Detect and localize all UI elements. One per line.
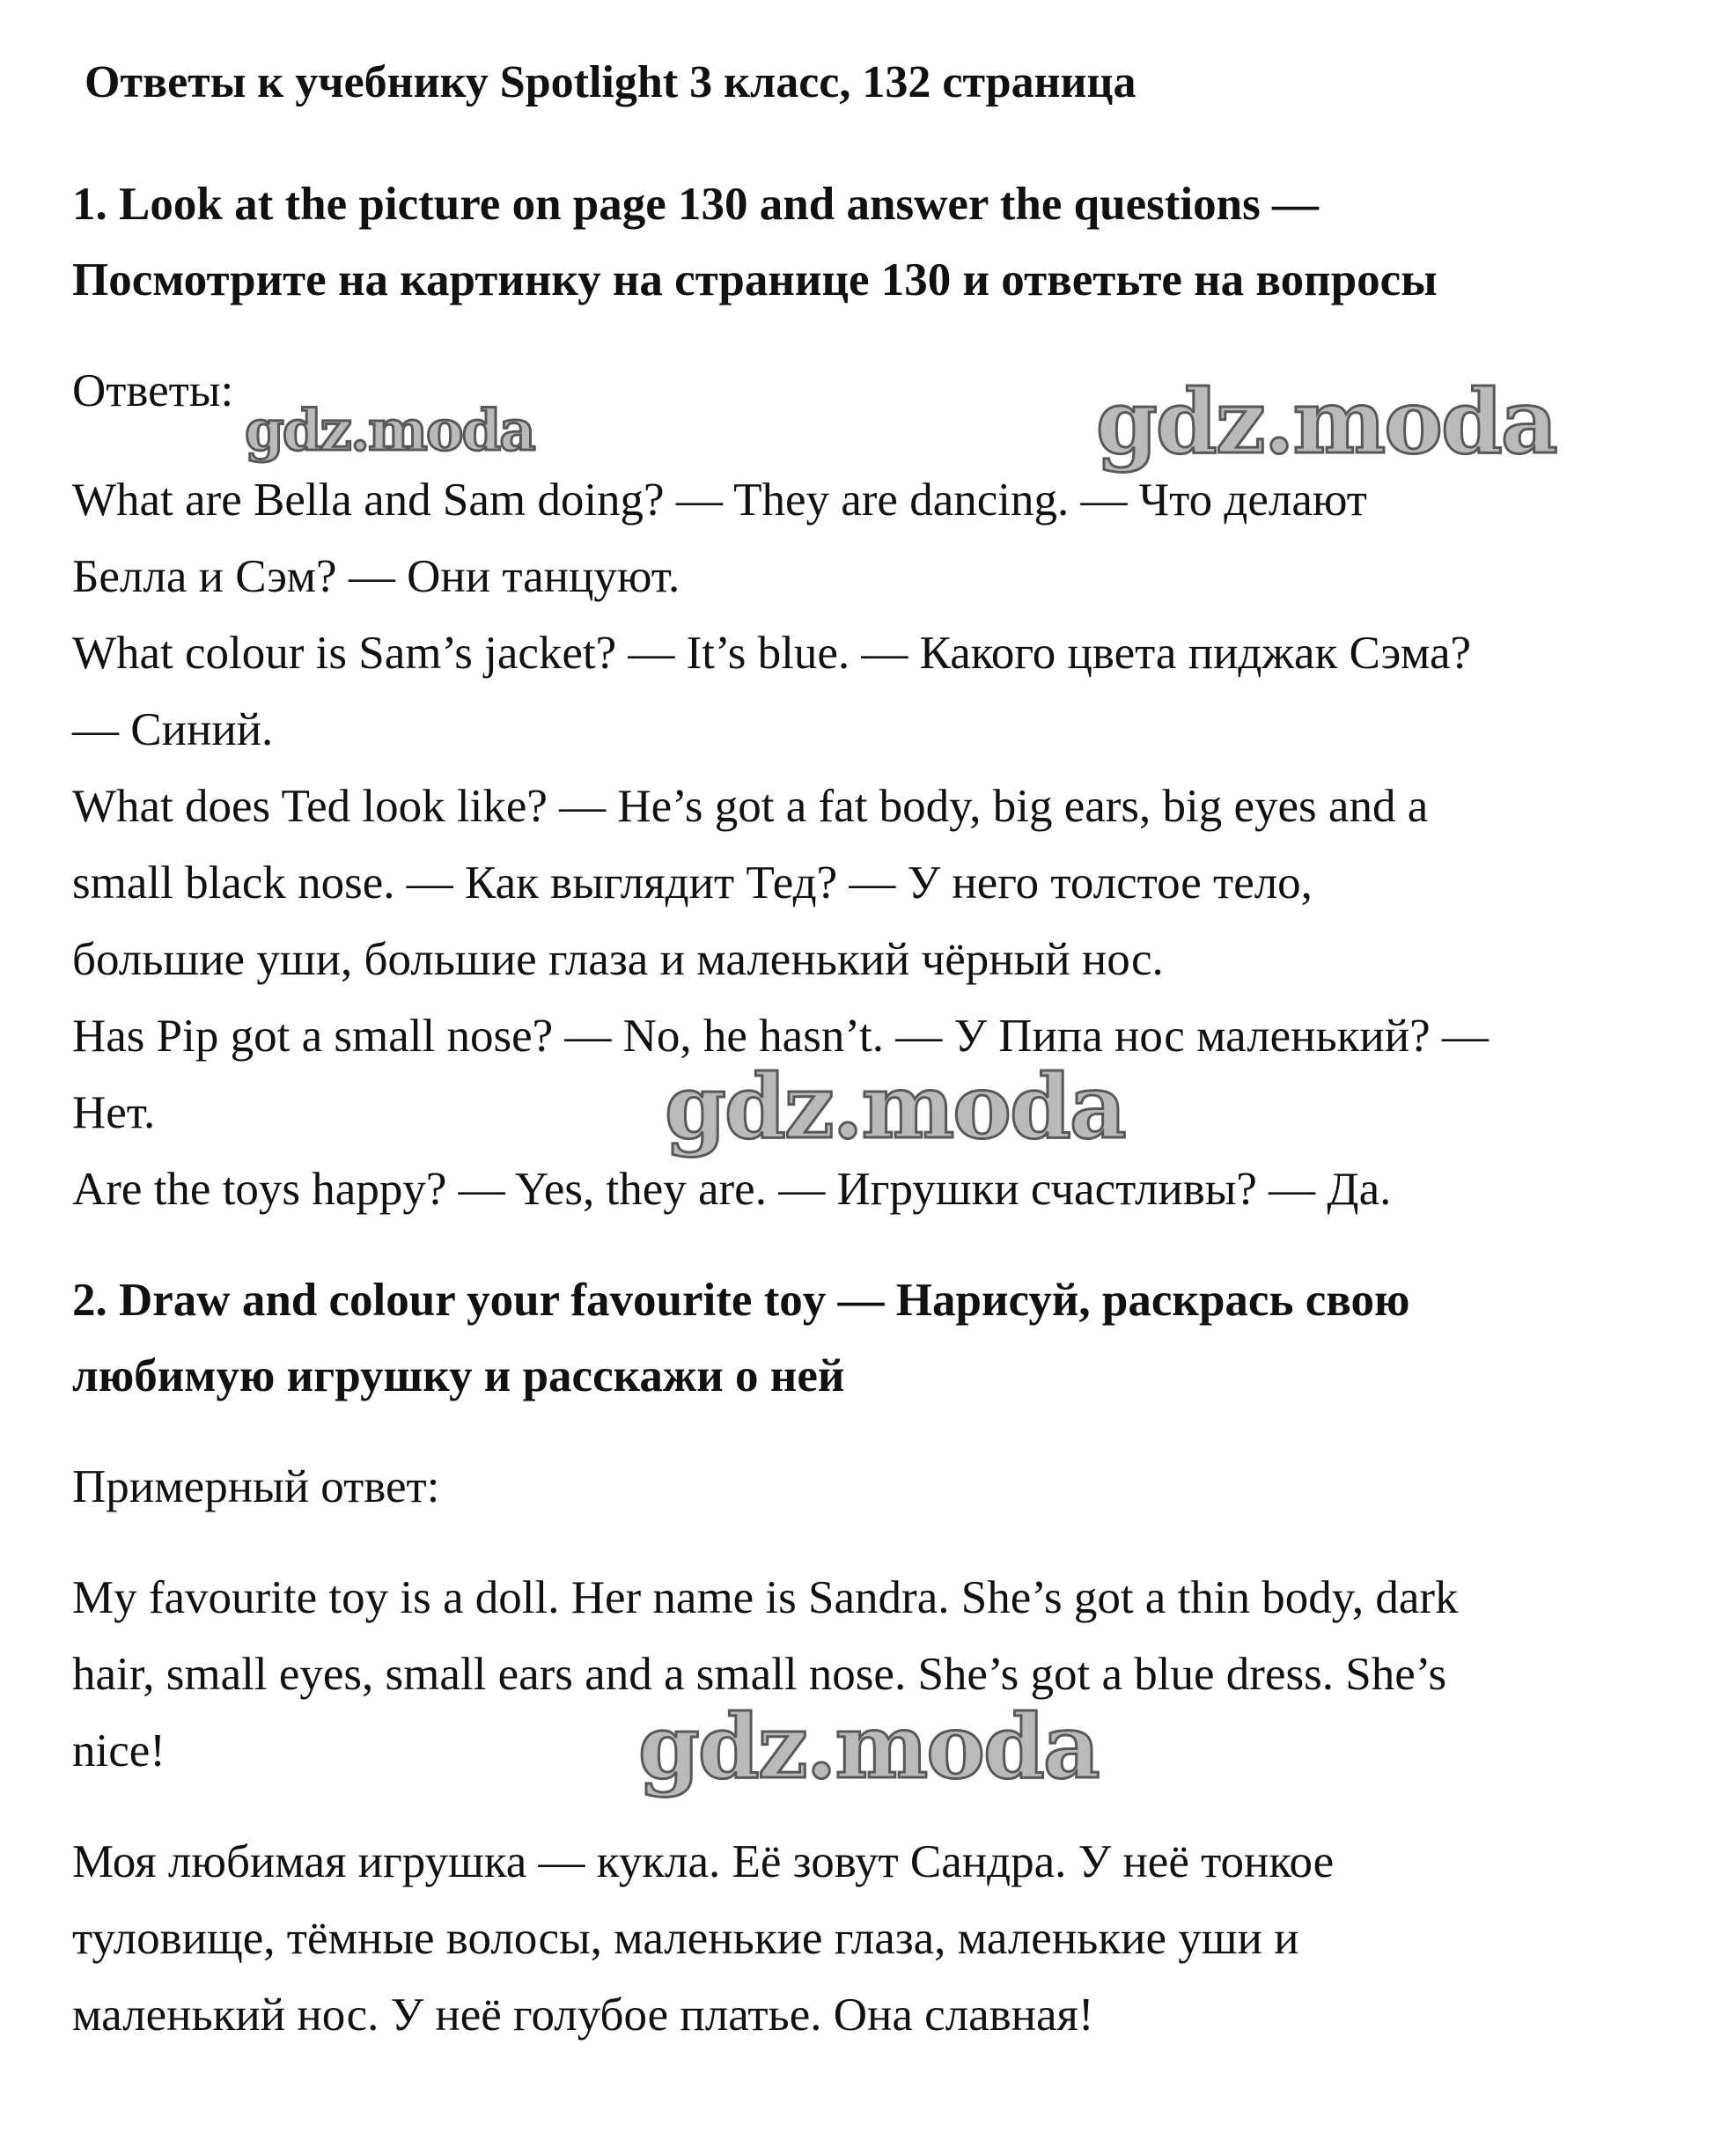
task2-heading-line2: любимую игрушку и расскажи о ней <box>72 1350 845 1401</box>
task1-answer-line: What are Bella and Sam doing? — They are dancing. — Что делают <box>72 474 1367 526</box>
task2-answer-label: Примерный ответ: <box>72 1461 440 1512</box>
watermark-logo: gdz.moda <box>1096 370 1556 474</box>
watermark-logo: gdz.moda <box>665 1055 1125 1158</box>
task2-english-line: hair, small eyes, small ears and a small nose. She’s got a blue dress. She’s <box>72 1649 1447 1700</box>
task2-english-line: nice! <box>72 1725 166 1776</box>
task1-heading-line2: Посмотрите на картинку на странице 130 и ответьте на вопросы <box>72 254 1438 305</box>
task2-english-line: My favourite toy is a doll. Her name is Sandra. She’s got a thin body, dark <box>72 1572 1459 1623</box>
task2-heading-line1: 2. Draw and colour your favourite toy — Нарисуй, раскрась свою <box>72 1275 1410 1326</box>
task1-answer-line: Нет. <box>72 1087 156 1138</box>
task2-russian-line: Моя любимая игрушка — кукла. Её зовут Сандра. У неё тонкое <box>72 1836 1335 1887</box>
task1-answer-line: What colour is Sam’s jacket? — It’s blue. — Какого цвета пиджак Сэма? <box>72 628 1472 679</box>
task1-answer-line: Белла и Сэм? — Они танцуют. <box>72 551 680 602</box>
task2-russian-line: туловище, тёмные волосы, маленькие глаза, маленькие уши и <box>72 1913 1299 1964</box>
watermark-logo: gdz.moda <box>638 1695 1099 1798</box>
task2-russian-line: маленький нос. У неё голубое платье. Она славная! <box>72 1989 1094 2041</box>
task1-answer-line: What does Ted look like? — He’s got a fat body, big ears, big eyes and a <box>72 781 1429 832</box>
page-title: Ответы к учебнику Spotlight 3 класс, 132 страница <box>85 57 1136 107</box>
task1-answer-line: Are the toys happy? — Yes, they are. — Игрушки счастливы? — Да. <box>72 1164 1392 1215</box>
task1-answer-line: — Синий. <box>72 704 274 755</box>
task1-answers-label: Ответы: <box>72 365 234 416</box>
task1-answer-line: small black nose. — Как выглядит Тед? — У него толстое тело, <box>72 857 1313 908</box>
task1-answer-line: большие уши, большие глаза и маленький чёрный нос. <box>72 934 1164 985</box>
watermark-logo: gdz.moda <box>245 398 534 464</box>
task1-heading-line1: 1. Look at the picture on page 130 and answer the questions — <box>72 179 1319 230</box>
task1-answer-line: Has Pip got a small nose? — No, he hasn’t. — У Пипа нос маленький? — <box>72 1011 1489 1062</box>
